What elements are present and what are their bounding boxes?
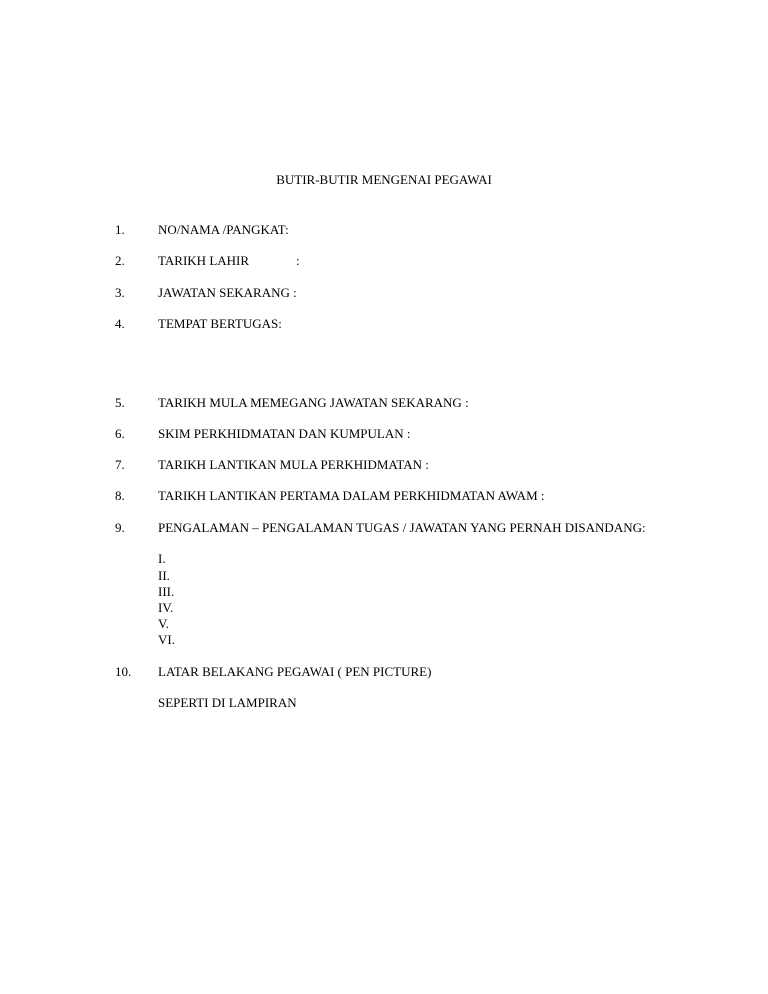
item-label: TARIKH LANTIKAN PERTAMA DALAM PERKHIDMATAN AWAM :	[158, 488, 545, 503]
experience-list-item: IV.	[158, 600, 174, 615]
item-number: 7.	[115, 457, 125, 472]
attachment-note: SEPERTI DI LAMPIRAN	[158, 695, 297, 710]
field-latar-belakang	[0, 664, 768, 682]
item-number: 2.	[115, 253, 125, 268]
item-label: JAWATAN SEKARANG :	[158, 285, 297, 300]
item-number: 3.	[115, 285, 125, 300]
field-pengalaman	[0, 520, 768, 538]
item-label: TARIKH MULA MEMEGANG JAWATAN SEKARANG :	[158, 395, 469, 410]
item-number: 5.	[115, 395, 125, 410]
item-label: TARIKH LAHIR	[158, 253, 250, 268]
item-label: NO/NAMA /PANGKAT:	[158, 222, 289, 237]
item-label: PENGALAMAN – PENGALAMAN TUGAS / JAWATAN YANG PERNAH DISANDANG:	[158, 520, 646, 535]
experience-list-item: I.	[158, 551, 166, 566]
experience-list-item: III.	[158, 584, 175, 599]
field-skim-perkhidmatan	[0, 426, 768, 444]
document-title: BUTIR-BUTIR MENGENAI PEGAWAI	[276, 172, 492, 187]
field-tarikh-lahir	[0, 253, 768, 271]
field-tarikh-lantikan-pertama	[0, 488, 768, 506]
item-number: 8.	[115, 488, 125, 503]
item-number: 9.	[115, 520, 125, 535]
item-label: TARIKH LANTIKAN MULA PERKHIDMATAN :	[158, 457, 429, 472]
experience-list-item: VI.	[158, 632, 175, 647]
item-label: TEMPAT BERTUGAS:	[158, 316, 282, 331]
item-number: 4.	[115, 316, 125, 331]
experience-list-item: V.	[158, 616, 169, 631]
item-number: 1.	[115, 222, 125, 237]
field-tempat-bertugas	[0, 316, 768, 334]
item-number: 6.	[115, 426, 125, 441]
item-label: SKIM PERKHIDMATAN DAN KUMPULAN :	[158, 426, 411, 441]
field-no-nama-pangkat	[0, 222, 768, 240]
item-label: LATAR BELAKANG PEGAWAI ( PEN PICTURE)	[158, 664, 432, 679]
field-tarikh-lantikan-mula	[0, 457, 768, 475]
experience-list-item: II.	[158, 568, 170, 583]
item-colon: :	[296, 253, 300, 268]
item-number: 10.	[115, 664, 132, 679]
field-tarikh-mula-memegang-jawatan	[0, 395, 768, 413]
field-jawatan-sekarang	[0, 285, 768, 303]
